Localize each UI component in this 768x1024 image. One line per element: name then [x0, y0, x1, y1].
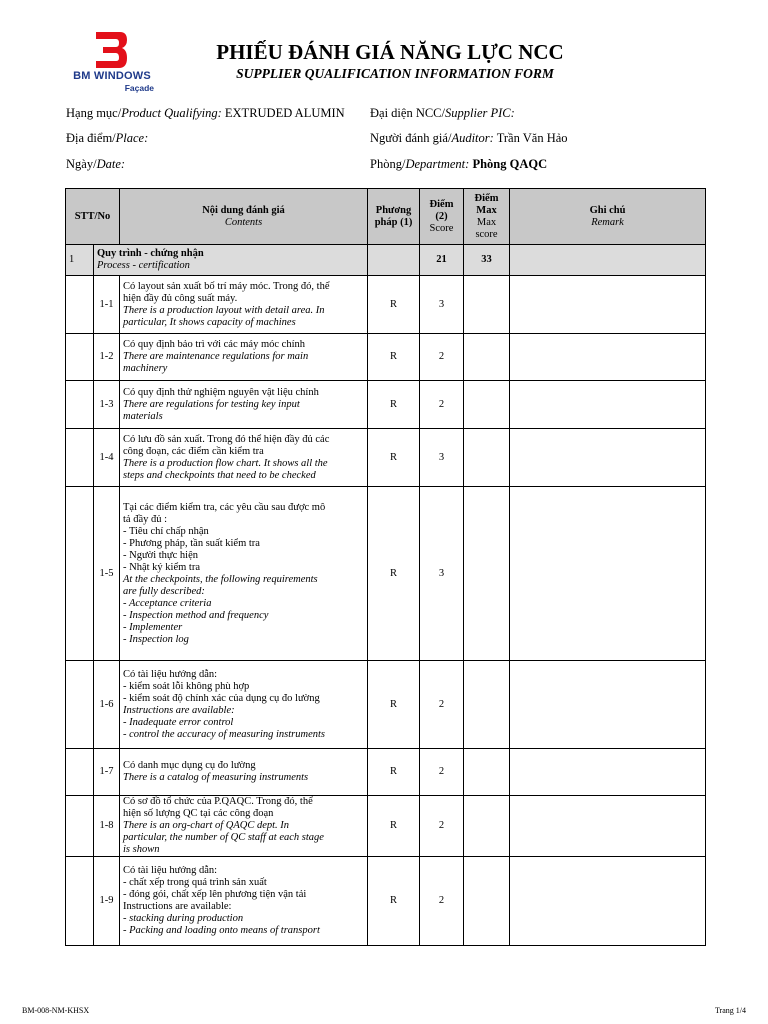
row-score: 2: [420, 661, 464, 749]
table-row: [66, 661, 706, 749]
auditor-field: [370, 131, 568, 146]
row-method: R: [368, 857, 420, 946]
header-max-1: Điểm: [474, 192, 499, 204]
row-max-score: [464, 381, 510, 429]
row-content-en-line: There is a catalog of measuring instruments: [123, 772, 309, 783]
row-no: 1-2: [94, 334, 120, 381]
row-no: 1-9: [94, 857, 120, 946]
section-no: 1: [66, 245, 94, 276]
row-method: R: [368, 661, 420, 749]
supplier-pic-label: Đại diện NCC/: [370, 106, 445, 120]
header-no: STT/No: [66, 189, 120, 245]
date-label-en: Date:: [96, 157, 126, 171]
header-contents-vn: Nội dung đánh giá: [202, 204, 285, 216]
row-indent-cell: [66, 429, 94, 487]
row-score: 2: [420, 857, 464, 946]
row-content-en-line: - Inspection log: [123, 633, 189, 645]
row-content-en-line: - Inadequate error control: [123, 716, 234, 728]
row-indent-cell: [66, 749, 94, 796]
section-method: [368, 245, 420, 276]
page-number: Trang 1/4: [714, 1006, 746, 1015]
row-content-vn-line: Tại các điểm kiểm tra, các yêu cầu sau được mô: [123, 501, 326, 513]
header-score: [420, 189, 464, 245]
date-field: [66, 157, 125, 172]
row-content-vn-line: Instructions are available:: [123, 901, 232, 912]
department-field: [370, 157, 547, 172]
product-qualifying-field: [66, 106, 345, 121]
row-content-vn-line: Có tài liệu hướng dẫn:: [123, 865, 218, 876]
form-code: BM-008-NM-KHSX: [22, 1006, 90, 1015]
department-value: Phòng QAQC: [472, 157, 548, 171]
supplier-pic-field: [370, 106, 515, 121]
row-remark: [510, 276, 706, 334]
row-indent-cell: [66, 796, 94, 857]
row-method: R: [368, 796, 420, 857]
row-content-vn-line: hiện đầy đủ công suất máy.: [123, 292, 238, 304]
table-row: [66, 276, 706, 334]
place-field: [66, 131, 148, 146]
table-row: [66, 429, 706, 487]
row-content: [120, 661, 368, 749]
row-max-score: [464, 334, 510, 381]
row-content-vn-line: Có danh mục dụng cụ đo lường: [123, 760, 256, 771]
row-content-en-line: There is an org-chart of QAQC dept. In: [123, 820, 290, 831]
header-max: [464, 189, 510, 245]
logo-brand-text: BM WINDOWS: [73, 70, 151, 82]
table-row: [66, 334, 706, 381]
table-header-row: [66, 189, 706, 245]
header-score-3: Score: [429, 222, 454, 234]
row-content-vn-line: tả đầy đủ :: [123, 513, 168, 525]
header-score-2: (2): [435, 210, 448, 222]
row-content-vn-line: Có tài liệu hướng dẫn:: [123, 668, 218, 680]
header-contents-en: Contents: [224, 216, 263, 228]
row-content: [120, 487, 368, 661]
row-content: [120, 429, 368, 487]
auditor-label: Người đánh giá/: [370, 131, 452, 145]
row-content-en-line: - Inspection method and frequency: [123, 609, 269, 621]
row-max-score: [464, 661, 510, 749]
row-content-en-line: particular, the number of QC staff at each stage: [123, 832, 324, 843]
department-label-en: Department:: [405, 157, 470, 171]
row-content-vn-line: - Tiêu chí chấp nhận: [123, 525, 209, 537]
row-content-vn-line: công đoạn, các điểm cần kiểm tra: [123, 445, 264, 457]
row-remark: [510, 857, 706, 946]
row-content-en-line: There are regulations for testing key input: [123, 398, 300, 410]
header-contents: [120, 189, 368, 245]
row-score: 3: [420, 429, 464, 487]
header-remark-en: Remark: [591, 216, 624, 228]
row-content-vn-line: - kiểm soát độ chính xác của dụng cụ đo lường: [123, 692, 320, 704]
row-content-en-line: particular, It shows capacity of machines: [123, 316, 296, 328]
table-row: [66, 487, 706, 661]
row-remark: [510, 661, 706, 749]
row-remark: [510, 381, 706, 429]
row-content-en-line: There are maintenance regulations for main: [123, 351, 309, 362]
row-content-en-line: is shown: [123, 844, 160, 855]
row-remark: [510, 429, 706, 487]
row-remark: [510, 487, 706, 661]
row-content-vn-line: Có quy định bảo trì với các máy móc chính: [123, 339, 305, 350]
row-no: 1-8: [94, 796, 120, 857]
row-indent-cell: [66, 381, 94, 429]
company-logo: [66, 32, 158, 94]
row-method: R: [368, 276, 420, 334]
row-content-en-line: At the checkpoints, the following requirements: [123, 573, 318, 585]
place-label-en: Place:: [115, 131, 149, 145]
row-indent-cell: [66, 334, 94, 381]
table-row: [66, 381, 706, 429]
row-content-en-line: - Acceptance criteria: [123, 597, 212, 609]
row-content-vn-line: hiện số lượng QC tại các công đoạn: [123, 808, 274, 819]
table-row: [66, 796, 706, 857]
row-no: 1-7: [94, 749, 120, 796]
row-score: 3: [420, 276, 464, 334]
header-method: [368, 189, 420, 245]
row-score: 2: [420, 749, 464, 796]
row-content-en-line: There is a production flow chart. It shows all the: [123, 457, 328, 469]
department-label: Phòng/: [370, 157, 406, 171]
section-title-vn: Quy trình - chứng nhận: [97, 248, 204, 259]
product-qualifying-label: Hạng mục/: [66, 106, 122, 120]
place-label: Địa điểm/: [66, 131, 116, 145]
section-remark: [510, 245, 706, 276]
auditor-value: Trần Văn Hảo: [496, 131, 568, 145]
header-remark-vn: Ghi chú: [589, 204, 626, 216]
row-content: [120, 749, 368, 796]
row-content-vn-line: - đóng gói, chất xếp lên phương tiện vận tải: [123, 889, 307, 900]
row-content-vn-line: - Phương pháp, tần suất kiểm tra: [123, 537, 260, 549]
row-content-vn-line: Có layout sản xuất bố trí máy móc. Trong đó, thể: [123, 280, 330, 292]
row-score: 3: [420, 487, 464, 661]
header-method-2: pháp (1): [374, 216, 413, 228]
row-content-vn-line: - kiểm soát lỗi không phù hợp: [123, 680, 250, 692]
row-content-vn-line: - chất xếp trong quá trình sản xuất: [123, 877, 267, 888]
row-no: 1-6: [94, 661, 120, 749]
section-title-en: Process - certification: [97, 260, 190, 271]
row-content: [120, 857, 368, 946]
row-no: 1-3: [94, 381, 120, 429]
header-max-3: Max: [476, 216, 497, 228]
row-method: R: [368, 381, 420, 429]
header-max-4: score: [475, 228, 498, 240]
row-content-en-line: - control the accuracy of measuring instruments: [123, 728, 326, 740]
table-row: [66, 857, 706, 946]
header-score-1: Điểm: [429, 198, 454, 210]
row-content-en-line: materials: [123, 410, 163, 422]
row-indent-cell: [66, 487, 94, 661]
row-content-en-line: are fully described:: [123, 585, 205, 597]
header-max-2: Max: [476, 204, 497, 216]
product-qualifying-label-en: Product Qualifying:: [121, 106, 222, 120]
bm-logo-icon: [94, 32, 128, 68]
row-max-score: [464, 429, 510, 487]
form-title: PHIẾU ĐÁNH GIÁ NĂNG LỰC NCC: [216, 40, 564, 64]
row-indent-cell: [66, 661, 94, 749]
row-no: 1-4: [94, 429, 120, 487]
row-remark: [510, 334, 706, 381]
row-max-score: [464, 487, 510, 661]
row-indent-cell: [66, 276, 94, 334]
row-score: 2: [420, 381, 464, 429]
row-method: R: [368, 749, 420, 796]
row-remark: [510, 796, 706, 857]
row-score: 2: [420, 334, 464, 381]
row-indent-cell: [66, 857, 94, 946]
row-max-score: [464, 749, 510, 796]
row-max-score: [464, 796, 510, 857]
row-method: R: [368, 429, 420, 487]
row-content-en-line: There is a production layout with detail area. In: [123, 304, 325, 316]
row-content-en-line: steps and checkpoints that need to be checked: [123, 469, 316, 481]
row-content-vn-line: - Nhật ký kiểm tra: [123, 561, 200, 573]
row-content-vn-line: Có quy định thử nghiệm nguyên vật liệu chính: [123, 386, 319, 398]
date-label: Ngày/: [66, 157, 97, 171]
section-max: 33: [464, 245, 510, 276]
section-row: [66, 245, 706, 276]
row-content-en-line: - Packing and loading onto means of transport: [123, 925, 320, 936]
row-remark: [510, 749, 706, 796]
row-method: R: [368, 334, 420, 381]
row-max-score: [464, 276, 510, 334]
row-method: R: [368, 487, 420, 661]
row-content-en-line: machinery: [123, 363, 168, 374]
auditor-label-en: Auditor:: [451, 131, 494, 145]
row-content: [120, 334, 368, 381]
supplier-pic-label-en: Supplier PIC:: [445, 106, 515, 120]
form-subtitle: SUPPLIER QUALIFICATION INFORMATION FORM: [236, 66, 554, 81]
section-score: 21: [420, 245, 464, 276]
row-max-score: [464, 857, 510, 946]
header-remark: [510, 189, 706, 245]
product-qualifying-value: EXTRUDED ALUMIN: [224, 106, 345, 120]
row-content-vn-line: - Người thực hiện: [123, 549, 198, 561]
row-content-vn-line: Có sơ đồ tổ chức của P.QAQC. Trong đó, thể: [123, 796, 313, 807]
row-content: [120, 276, 368, 334]
row-content-en-line: Instructions are available:: [123, 704, 235, 716]
row-content: [120, 381, 368, 429]
section-title: [94, 245, 368, 276]
row-no: 1-1: [94, 276, 120, 334]
row-content-en-line: - Implementer: [123, 621, 183, 633]
row-score: 2: [420, 796, 464, 857]
row-content: [120, 796, 368, 857]
table-row: [66, 749, 706, 796]
logo-sub-text: Façade: [124, 83, 154, 93]
row-no: 1-5: [94, 487, 120, 661]
row-content-vn-line: Có lưu đồ sản xuất. Trong đó thể hiện đầy đủ các: [123, 433, 330, 445]
header-method-1: Phương: [375, 204, 412, 216]
row-content-en-line: - stacking during production: [123, 913, 244, 924]
qualification-table: [65, 188, 706, 946]
